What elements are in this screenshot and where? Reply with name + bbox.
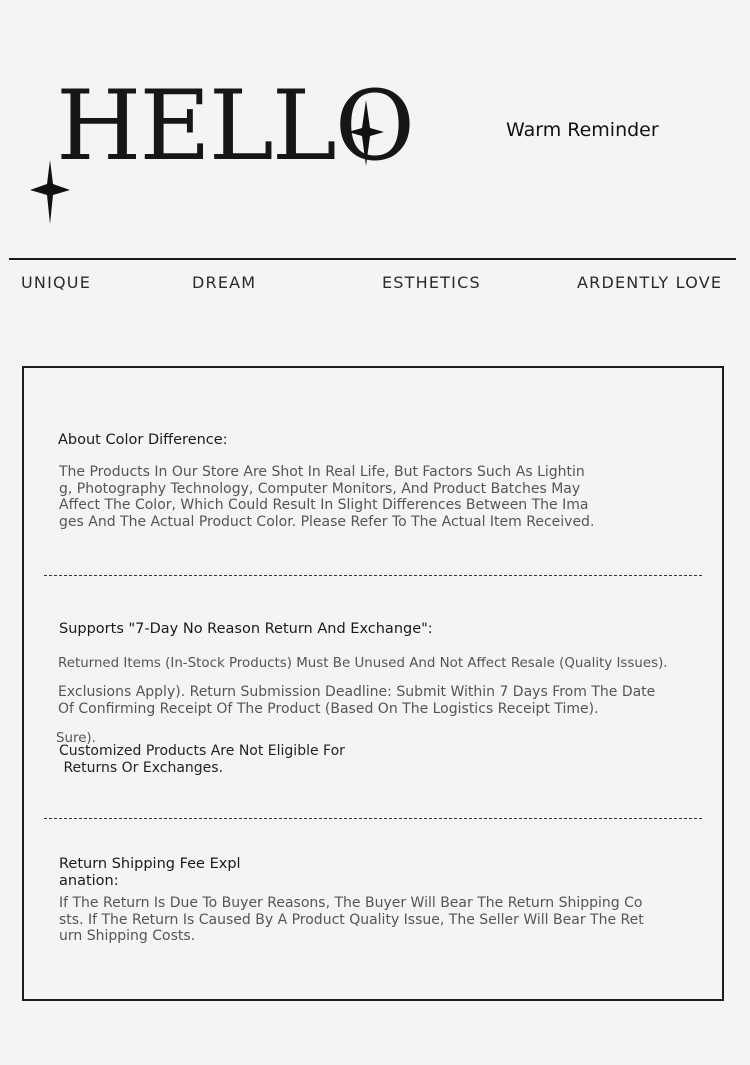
shipping-line: sts. If The Return Is Caused By A Product Quality Issue, The Seller Will Bear The Ret	[59, 911, 644, 928]
customized-note	[59, 743, 345, 776]
color-body	[59, 464, 594, 530]
tag-esthetics: ESTHETICS	[382, 273, 481, 292]
customized-line: Customized Products Are Not Eligible For	[59, 743, 345, 759]
tag-dream: DREAM	[192, 273, 257, 292]
section-divider	[44, 818, 702, 819]
shipping-heading-line: Return Shipping Fee Expl	[59, 856, 241, 872]
returns-para-line: Exclusions Apply). Return Submission Deadline: Submit Within 7 Days From The Date	[58, 684, 656, 700]
header-divider	[9, 258, 736, 260]
logo-hello: HELLO	[56, 70, 413, 182]
shipping-heading-line: anation:	[59, 873, 119, 889]
shipping-body	[59, 895, 644, 945]
color-line: The Products In Our Store Are Shot In Real Life, But Factors Such As Lightin	[59, 464, 585, 480]
customized-line: Returns Or Exchanges.	[59, 759, 224, 776]
color-heading: About Color Difference:	[58, 432, 228, 448]
tag-ardently-love: ARDENTLY LOVE	[577, 273, 723, 292]
shipping-line: urn Shipping Costs.	[59, 928, 196, 944]
color-line: g, Photography Technology, Computer Monitors, And Product Batches May	[59, 480, 581, 497]
color-line: ges And The Actual Product Color. Please Refer To The Actual Item Received.	[59, 513, 595, 530]
tag-unique: UNIQUE	[21, 273, 92, 292]
shipping-heading	[59, 856, 241, 890]
returns-paragraph	[58, 684, 655, 717]
page-title: Warm Reminder	[506, 119, 659, 141]
shipping-line: If The Return Is Due To Buyer Reasons, The Buyer Will Bear The Return Shipping Co	[59, 895, 643, 911]
section-divider	[44, 575, 702, 576]
returns-heading: Supports "7-Day No Reason Return And Exchange":	[59, 621, 433, 637]
returns-line: Returned Items (In-Stock Products) Must Be Unused And Not Affect Resale (Quality Issues).	[58, 656, 668, 671]
returns-sure: Sure).	[56, 731, 96, 746]
returns-para-line: Of Confirming Receipt Of The Product (Based On The Logistics Receipt Time).	[58, 700, 599, 717]
color-line: Affect The Color, Which Could Result In Slight Differences Between The Ima	[59, 497, 589, 513]
